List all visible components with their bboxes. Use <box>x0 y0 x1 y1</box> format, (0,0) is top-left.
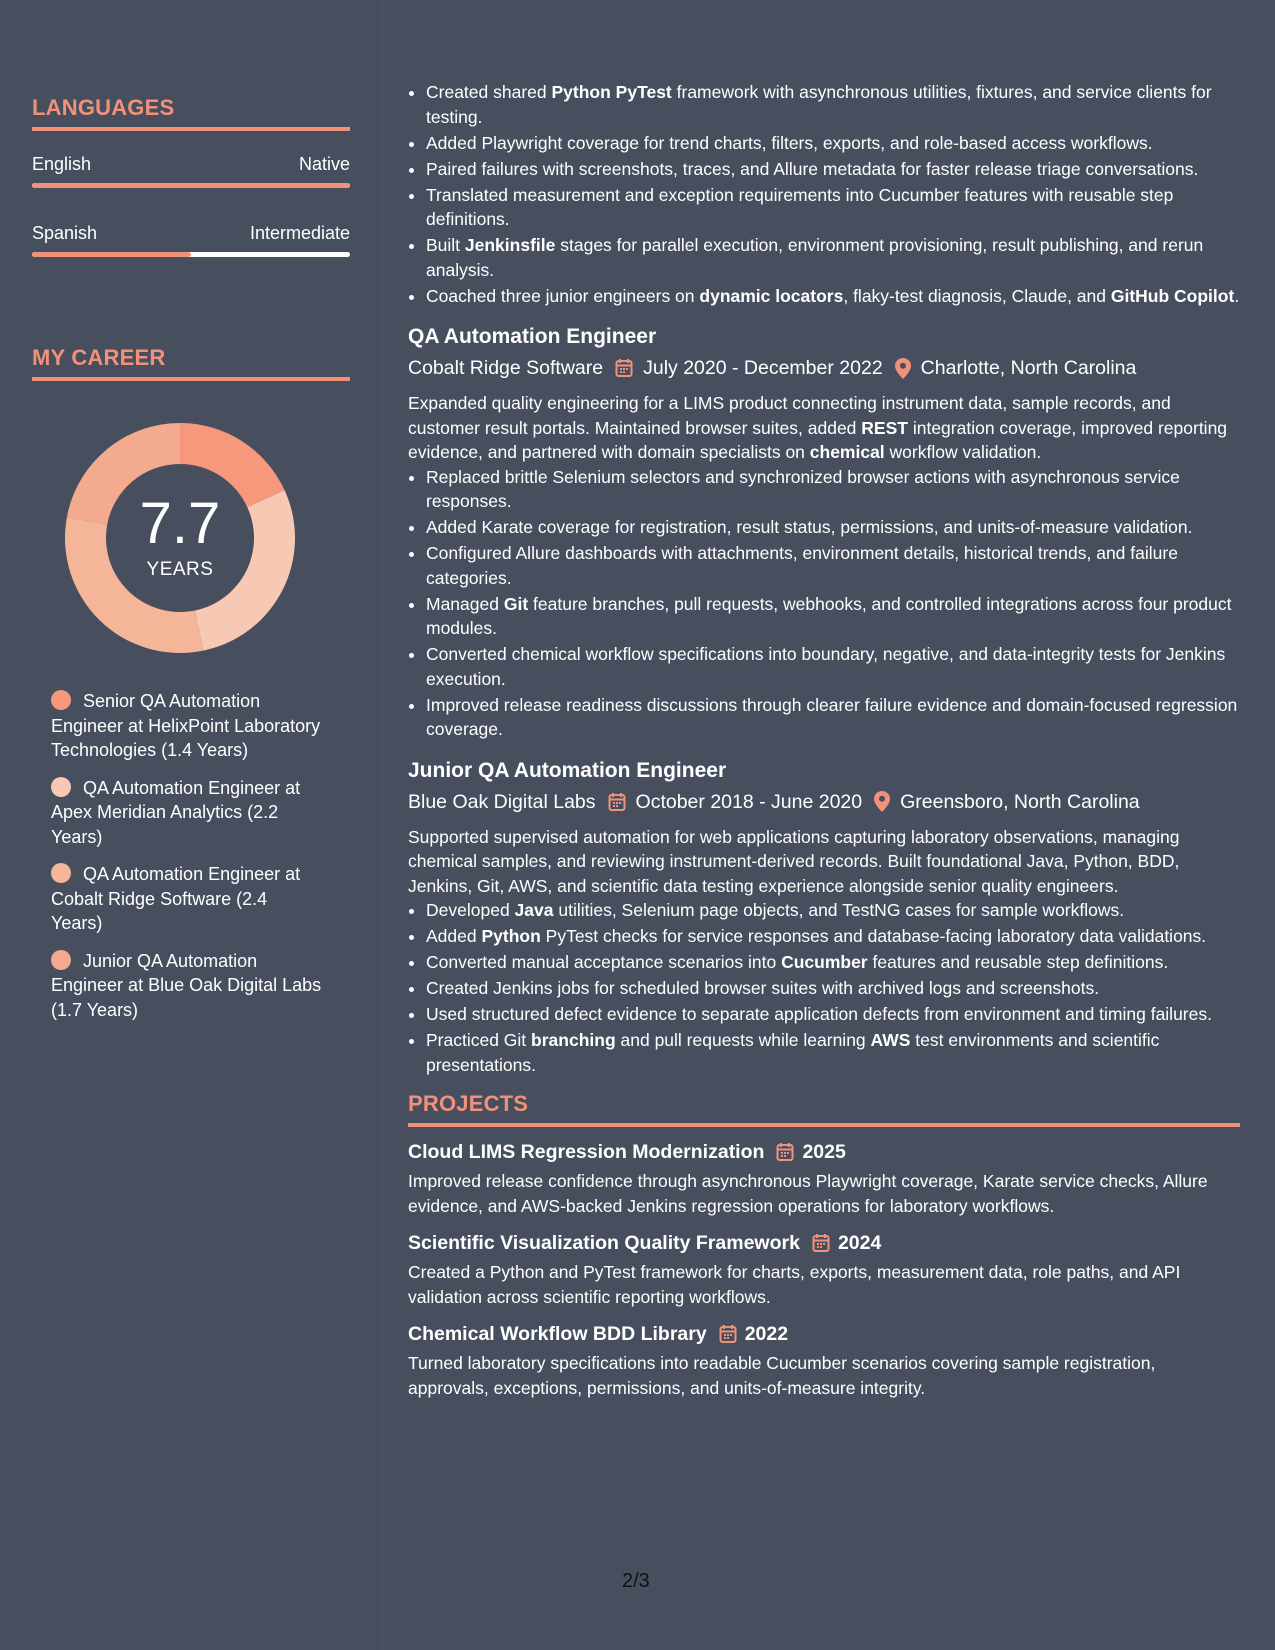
bullet-item: • Created shared Python PyTest framework with asynchronous utilities, fixtures, and service clients for testing. <box>426 80 1240 129</box>
language-level-bar <box>32 183 350 188</box>
projects-heading: PROJECTS <box>408 1091 1240 1127</box>
career-legend <box>32 689 322 1022</box>
main-content <box>408 80 1240 1400</box>
page-number: 2/3 <box>622 1570 650 1592</box>
map-pin-icon <box>895 358 911 379</box>
calendar-icon <box>615 358 633 378</box>
project-name: Scientific Visualization Quality Framework <box>408 1232 800 1254</box>
bullet-item: • Added Python PyTest checks for service responses and database-facing laboratory data validations. <box>426 924 1240 949</box>
bullet-item: • Added Karate coverage for registration, result status, permissions, and units-of-measure validation. <box>426 515 1240 540</box>
language-row-english <box>32 153 350 188</box>
job-bullets <box>408 465 1240 742</box>
calendar-icon <box>719 1324 737 1344</box>
job-description: Supported supervised automation for web applications capturing laboratory observations, managing chemical samples, and reviewing instrument-derived records. Built foundational Java, Python, BDD, Jenkins, Git, AWS, and scientific data testing experience alongside senior quality engineers. <box>408 826 1180 896</box>
column-divider <box>382 0 383 1650</box>
job-location: Charlotte, North Carolina <box>920 357 1137 379</box>
language-level-fill <box>32 183 350 188</box>
legend-dot <box>51 777 71 797</box>
bullet-item: • Improved release readiness discussions through clearer failure evidence and domain-focused regression coverage. <box>426 693 1240 742</box>
job-meta <box>408 789 1240 815</box>
calendar-icon <box>812 1233 830 1253</box>
legend-dot <box>51 950 71 970</box>
job-entry <box>408 324 1240 742</box>
language-level-fill <box>32 252 191 257</box>
project-entry <box>408 1321 1240 1400</box>
language-level-bar <box>32 252 350 257</box>
job-bullets <box>408 898 1240 1077</box>
project-description: Improved release confidence through asynchronous Playwright coverage, Karate service checks, Allure evidence, and AWS-backed Jenkins regression operations for laboratory workflows. <box>408 1171 1208 1216</box>
career-legend-item <box>51 862 322 936</box>
map-pin-icon <box>874 791 890 812</box>
project-year: 2025 <box>802 1141 846 1163</box>
previous-job-bullets <box>408 80 1240 308</box>
bullet-item: • Used structured defect evidence to separate application defects from environment and timing failures. <box>426 1002 1240 1027</box>
project-entry <box>408 1139 1240 1218</box>
company-name: Cobalt Ridge Software <box>408 357 604 379</box>
career-donut-chart <box>65 423 295 653</box>
bullet-item: • Practiced Git branching and pull requests while learning AWS test environments and scientific presentations. <box>426 1028 1240 1077</box>
project-name: Cloud LIMS Regression Modernization <box>408 1141 765 1163</box>
project-name: Chemical Workflow BDD Library <box>408 1323 707 1345</box>
bullet-item: • Replaced brittle Selenium selectors and synchronized browser actions with asynchronous service responses. <box>426 465 1240 514</box>
project-description: Created a Python and PyTest framework for charts, exports, measurement data, role paths, and API validation across scientific reporting workflows. <box>408 1262 1181 1307</box>
bullet-item: • Coached three junior engineers on dynamic locators, flaky-test diagnosis, Claude, and GitHub Copilot. <box>426 284 1240 309</box>
bullet-item: • Converted chemical workflow specifications into boundary, negative, and data-integrity tests for Jenkins execution. <box>426 642 1240 691</box>
career-legend-item <box>51 949 322 1023</box>
project-year: 2024 <box>837 1232 882 1254</box>
project-description: Turned laboratory specifications into readable Cucumber scenarios covering sample registration, approvals, exceptions, permissions, and units-of-measure integrity. <box>408 1353 1156 1398</box>
company-name: Blue Oak Digital Labs <box>408 790 596 813</box>
bullet-item: • Paired failures with screenshots, traces, and Allure metadata for faster release triage conversations. <box>426 157 1240 182</box>
bullet-item: • Built Jenkinsfile stages for parallel execution, environment provisioning, result publishing, and rerun analysis. <box>426 233 1240 282</box>
career-heading: MY CAREER <box>32 345 350 381</box>
project-year: 2022 <box>744 1323 789 1345</box>
language-row-spanish <box>32 222 350 257</box>
calendar-icon <box>776 1142 794 1162</box>
job-title: QA Automation Engineer <box>408 325 657 348</box>
bullet-item: • Created Jenkins jobs for scheduled browser suites with archived logs and screenshots. <box>426 976 1240 1001</box>
legend-dot <box>51 690 71 710</box>
career-section <box>32 345 350 1022</box>
legend-label: QA Automation Engineer at Apex Meridian Analytics (2.2 Years) <box>51 777 301 847</box>
job-description: Expanded quality engineering for a LIMS product connecting instrument data, sample records, and customer result portals. Maintained browser suites, added REST integration coverage, improved reporting evidence, and partnered with domain specialists on chemical workflow validation. <box>408 393 1228 462</box>
job-entry <box>408 758 1240 1078</box>
job-location: Greensboro, North Carolina <box>900 790 1140 813</box>
job-meta <box>408 355 1240 381</box>
language-level: Intermediate <box>249 223 350 243</box>
bullet-item: • Translated measurement and exception requirements into Cucumber features with reusable step definitions. <box>426 183 1240 232</box>
career-total-years: 7.7 <box>139 491 221 556</box>
language-name: Spanish <box>32 223 98 243</box>
bullet-item: • Managed Git feature branches, pull requests, webhooks, and controlled integrations across four product modules. <box>426 592 1240 641</box>
legend-dot <box>51 863 71 883</box>
bullet-item: • Developed Java utilities, Selenium page objects, and TestNG cases for sample workflows. <box>426 898 1240 923</box>
job-dates: October 2018 - June 2020 <box>635 790 863 813</box>
project-entry <box>408 1230 1240 1309</box>
career-years-unit: YEARS <box>146 559 214 580</box>
language-level: Native <box>298 154 350 174</box>
calendar-icon <box>608 792 626 812</box>
job-dates: July 2020 - December 2022 <box>643 357 883 379</box>
language-name: English <box>32 154 92 174</box>
career-legend-item <box>51 776 322 850</box>
bullet-item: • Configured Allure dashboards with attachments, environment details, historical trends, and failure categories. <box>426 541 1240 590</box>
bullet-item: • Converted manual acceptance scenarios into Cucumber features and reusable step definitions. <box>426 950 1240 975</box>
legend-label: Junior QA Automation Engineer at Blue Oak Digital Labs (1.7 Years) <box>51 950 322 1020</box>
career-legend-item <box>51 689 322 763</box>
sidebar <box>32 95 350 1035</box>
legend-label: QA Automation Engineer at Cobalt Ridge Software (2.4 Years) <box>51 864 301 933</box>
languages-heading: LANGUAGES <box>32 95 350 131</box>
job-title: Junior QA Automation Engineer <box>408 758 727 782</box>
bullet-item: • Added Playwright coverage for trend charts, filters, exports, and role-based access workflows. <box>426 131 1240 156</box>
legend-label: Senior QA Automation Engineer at HelixPoint Laboratory Technologies (1.4 Years) <box>51 691 321 760</box>
